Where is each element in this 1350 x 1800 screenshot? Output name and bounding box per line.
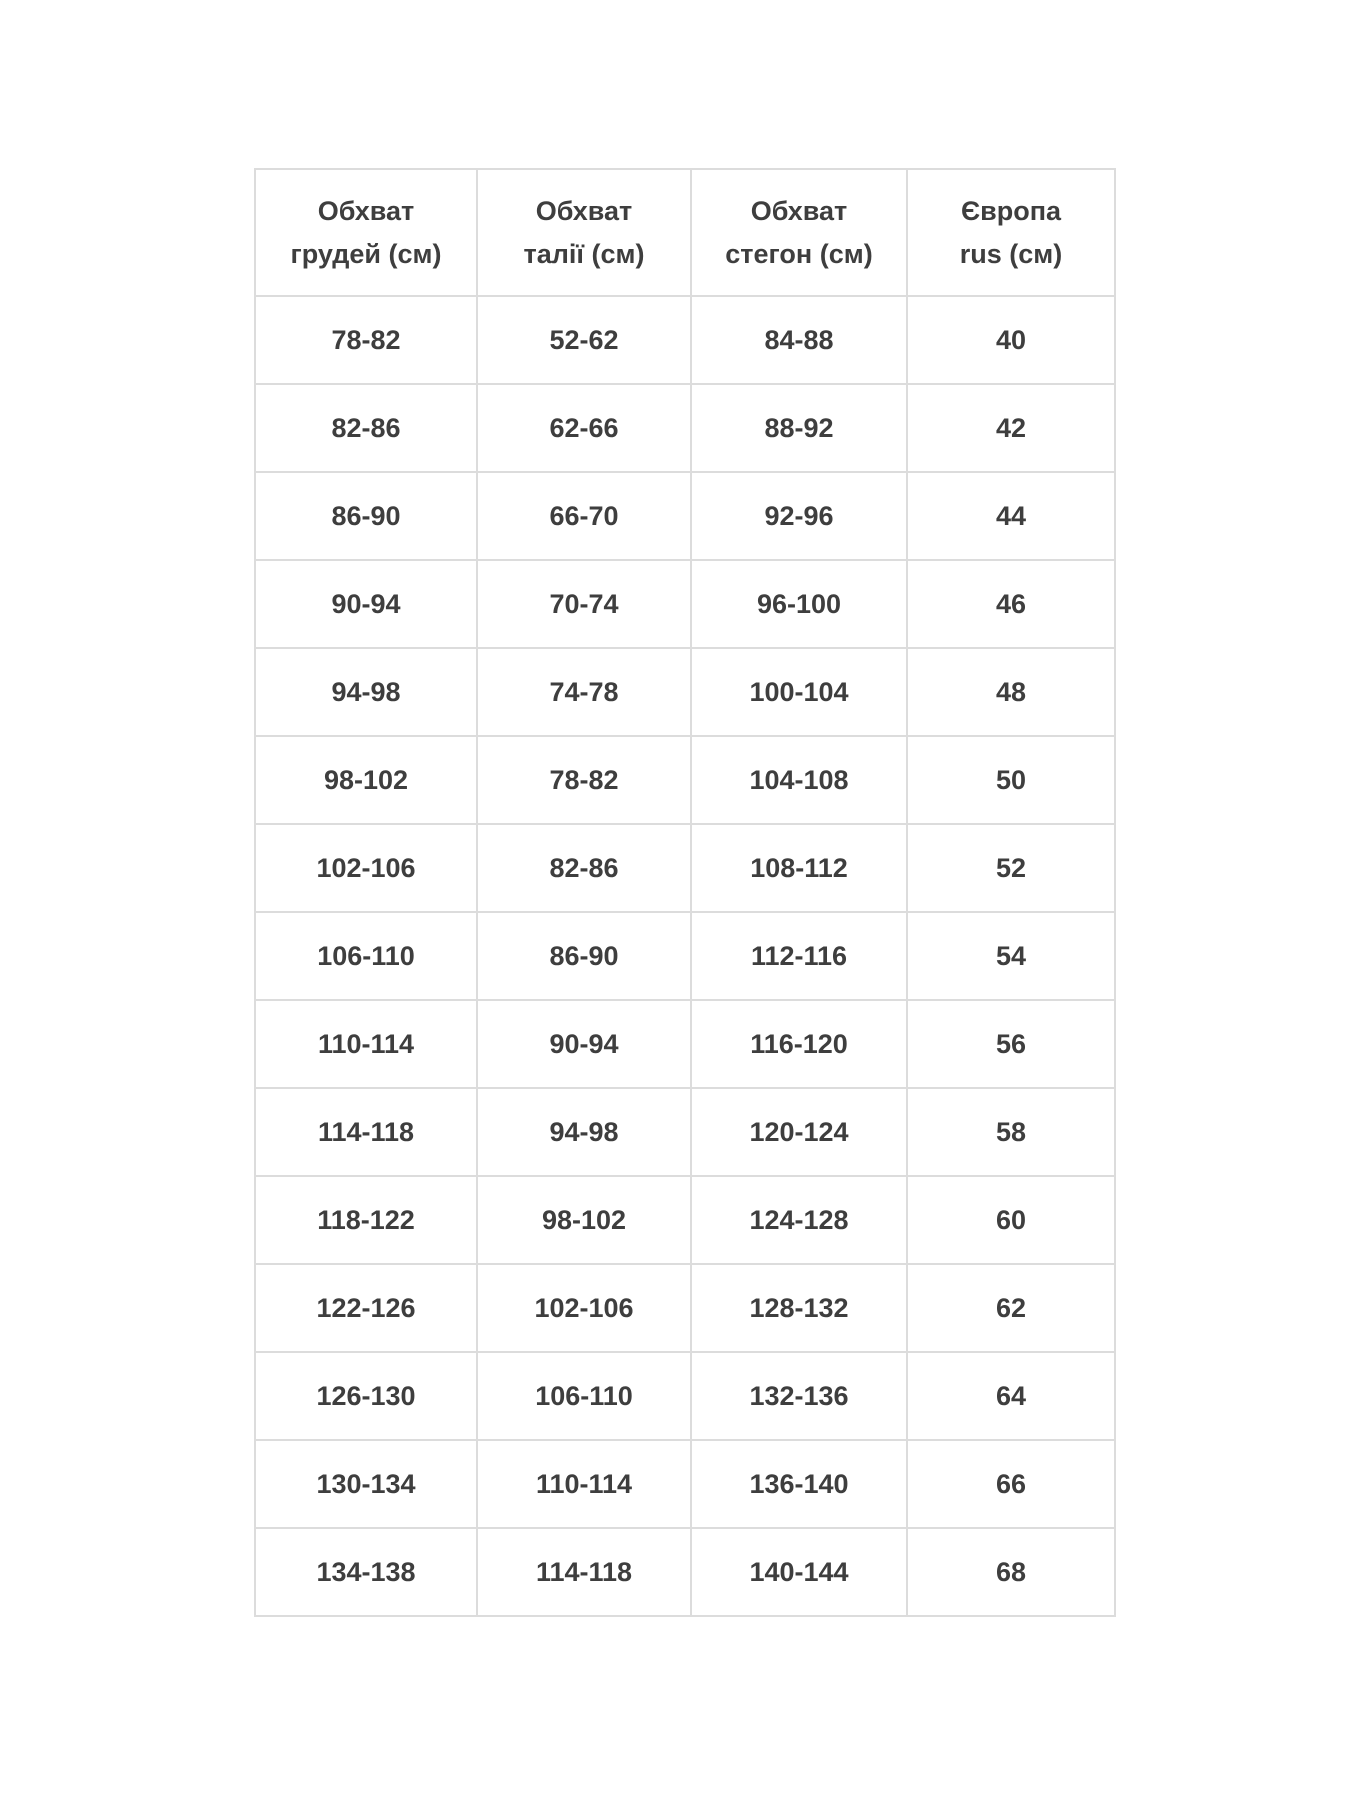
column-header-line: Обхват — [317, 195, 415, 226]
table-cell: 70-74 — [477, 560, 691, 648]
column-header-line: грудей (см) — [290, 238, 442, 269]
table-cell: 62 — [907, 1264, 1115, 1352]
table-cell: 112-116 — [691, 912, 907, 1000]
table-cell: 132-136 — [691, 1352, 907, 1440]
table-cell: 110-114 — [477, 1440, 691, 1528]
column-header-line: талії (см) — [523, 238, 645, 269]
table-row — [255, 1088, 1115, 1176]
table-cell: 134-138 — [255, 1528, 477, 1616]
table-row — [255, 472, 1115, 560]
table-cell: 86-90 — [255, 472, 477, 560]
table-cell: 106-110 — [477, 1352, 691, 1440]
size-table-body — [255, 296, 1115, 1616]
table-cell: 114-118 — [255, 1088, 477, 1176]
size-table-header — [255, 169, 1115, 296]
table-cell: 54 — [907, 912, 1115, 1000]
table-cell: 62-66 — [477, 384, 691, 472]
table-cell: 110-114 — [255, 1000, 477, 1088]
table-cell: 120-124 — [691, 1088, 907, 1176]
table-row — [255, 648, 1115, 736]
table-cell: 102-106 — [477, 1264, 691, 1352]
table-row — [255, 824, 1115, 912]
table-cell: 48 — [907, 648, 1115, 736]
table-cell: 74-78 — [477, 648, 691, 736]
table-cell: 92-96 — [691, 472, 907, 560]
table-cell: 122-126 — [255, 1264, 477, 1352]
table-cell: 44 — [907, 472, 1115, 560]
table-row — [255, 736, 1115, 824]
table-row — [255, 1176, 1115, 1264]
table-cell: 82-86 — [255, 384, 477, 472]
table-row — [255, 1264, 1115, 1352]
column-header-line: Обхват — [535, 195, 633, 226]
table-cell: 104-108 — [691, 736, 907, 824]
table-cell: 140-144 — [691, 1528, 907, 1616]
header-row — [255, 169, 1115, 296]
table-cell: 88-92 — [691, 384, 907, 472]
table-cell: 124-128 — [691, 1176, 907, 1264]
table-cell: 126-130 — [255, 1352, 477, 1440]
table-cell: 58 — [907, 1088, 1115, 1176]
table-cell: 66 — [907, 1440, 1115, 1528]
table-cell: 98-102 — [477, 1176, 691, 1264]
table-cell: 90-94 — [477, 1000, 691, 1088]
table-cell: 56 — [907, 1000, 1115, 1088]
table-cell: 102-106 — [255, 824, 477, 912]
table-row — [255, 560, 1115, 648]
column-header-1 — [255, 169, 477, 296]
table-cell: 64 — [907, 1352, 1115, 1440]
table-row — [255, 384, 1115, 472]
table-cell: 106-110 — [255, 912, 477, 1000]
table-cell: 130-134 — [255, 1440, 477, 1528]
table-row — [255, 1352, 1115, 1440]
table-cell: 40 — [907, 296, 1115, 384]
column-header-line: стегон (см) — [725, 238, 873, 269]
table-cell: 84-88 — [691, 296, 907, 384]
table-cell: 68 — [907, 1528, 1115, 1616]
table-cell: 86-90 — [477, 912, 691, 1000]
table-cell: 42 — [907, 384, 1115, 472]
table-cell: 94-98 — [477, 1088, 691, 1176]
column-header-line: rus (см) — [959, 238, 1063, 269]
table-cell: 52-62 — [477, 296, 691, 384]
table-row — [255, 296, 1115, 384]
table-row — [255, 1000, 1115, 1088]
table-row — [255, 1528, 1115, 1616]
table-cell: 108-112 — [691, 824, 907, 912]
table-cell: 90-94 — [255, 560, 477, 648]
table-cell: 66-70 — [477, 472, 691, 560]
column-header-line: Обхват — [750, 195, 848, 226]
table-cell: 96-100 — [691, 560, 907, 648]
table-cell: 78-82 — [477, 736, 691, 824]
table-row — [255, 912, 1115, 1000]
table-cell: 118-122 — [255, 1176, 477, 1264]
table-row — [255, 1440, 1115, 1528]
column-header-line: Європа — [960, 195, 1062, 226]
table-cell: 128-132 — [691, 1264, 907, 1352]
column-header-2 — [477, 169, 691, 296]
table-cell: 94-98 — [255, 648, 477, 736]
table-cell: 52 — [907, 824, 1115, 912]
table-cell: 116-120 — [691, 1000, 907, 1088]
table-cell: 78-82 — [255, 296, 477, 384]
column-header-3 — [691, 169, 907, 296]
table-cell: 136-140 — [691, 1440, 907, 1528]
table-cell: 60 — [907, 1176, 1115, 1264]
table-cell: 46 — [907, 560, 1115, 648]
table-cell: 50 — [907, 736, 1115, 824]
size-table — [254, 168, 1116, 1617]
table-cell: 98-102 — [255, 736, 477, 824]
table-cell: 114-118 — [477, 1528, 691, 1616]
column-header-4 — [907, 169, 1115, 296]
table-cell: 82-86 — [477, 824, 691, 912]
table-cell: 100-104 — [691, 648, 907, 736]
